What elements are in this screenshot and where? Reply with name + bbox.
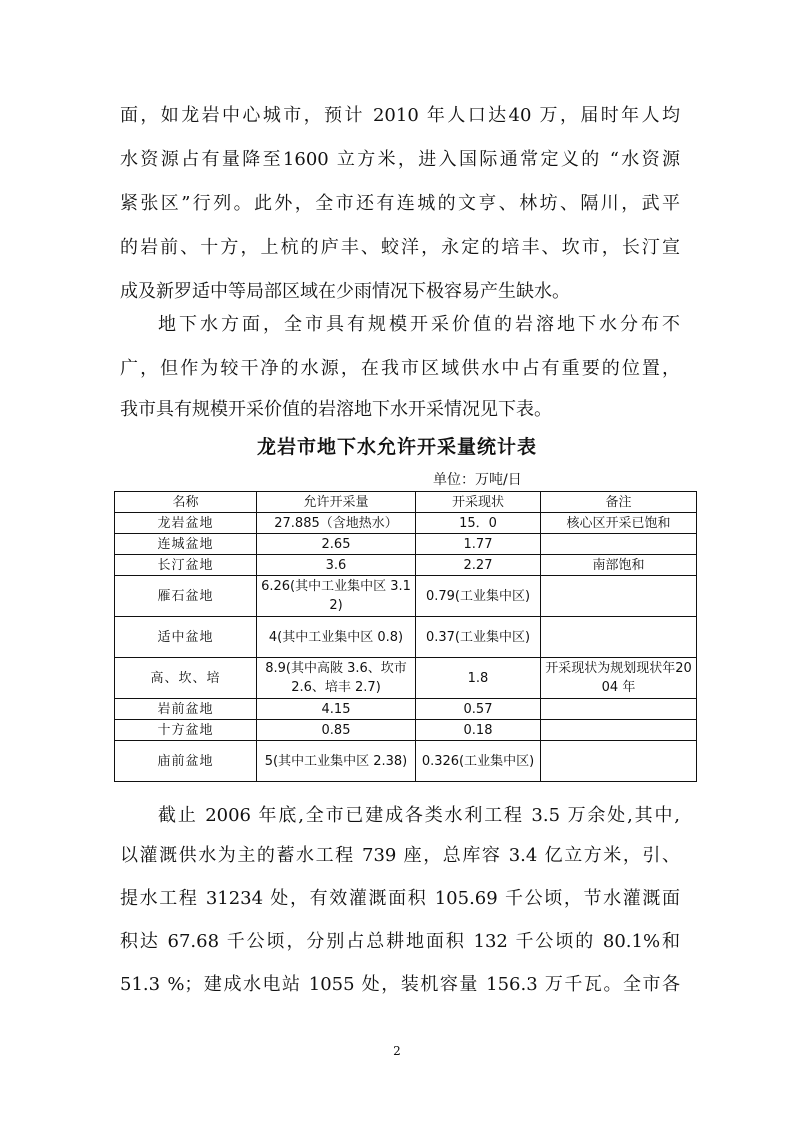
cell-note xyxy=(541,699,697,720)
table-unit: 单位：万吨/日 xyxy=(433,472,522,488)
page-number: 2 xyxy=(393,1044,401,1058)
table-row xyxy=(115,513,697,534)
table-row xyxy=(115,658,697,699)
cell-allowed: 2.65 xyxy=(257,534,416,555)
header-note: 备注 xyxy=(541,492,697,513)
cell-name: 岩前盆地 xyxy=(115,699,257,720)
cell-name: 十方盆地 xyxy=(115,720,257,741)
table-title: 龙岩市地下水允许开采量统计表 xyxy=(256,436,537,458)
cell-current: 1.77 xyxy=(416,534,541,555)
text-line: 水资源占有量降至1600 立方米，进入国际通常定义的 “水资源 xyxy=(120,149,680,170)
cell-current: 0.37(工业集中区) xyxy=(416,617,541,658)
text-line: 积达 67.68 千公顷，分别占总耕地面积 132 千公顷的 80.1%和 xyxy=(120,931,680,952)
table-row xyxy=(115,720,697,741)
cell-note: 南部饱和 xyxy=(541,555,697,576)
cell-current: 1.8 xyxy=(416,658,541,699)
text-line: 的岩前、十方，上杭的庐丰、蛟洋，永定的培丰、坎市，长汀宣 xyxy=(120,237,680,258)
cell-note xyxy=(541,741,697,782)
text-line: 以灌溉供水为主的蓄水工程 739 座，总库容 3.4 亿立方米，引、 xyxy=(120,845,680,866)
cell-allowed: 6.26(其中工业集中区 3.12) xyxy=(257,576,416,617)
text-line: 51.3 %；建成水电站 1055 处，装机容量 156.3 万千瓦。全市各 xyxy=(120,974,680,995)
table-row xyxy=(115,699,697,720)
text-line: 成及新罗适中等局部区域在少雨情况下极容易产生缺水。 xyxy=(120,281,570,302)
cell-note: 开采现状为规划现状年2004 年 xyxy=(541,658,697,699)
cell-note xyxy=(541,720,697,741)
cell-note xyxy=(541,576,697,617)
table-row xyxy=(115,741,697,782)
cell-name: 高、坎、培 xyxy=(115,658,257,699)
cell-current: 0.57 xyxy=(416,699,541,720)
cell-allowed: 27.885（含地热水） xyxy=(257,513,416,534)
text-line: 提水工程 31234 处，有效灌溉面积 105.69 千公顷，节水灌溉面 xyxy=(120,888,680,909)
text-line: 紧张区”行列。此外，全市还有连城的文亨、林坊、隔川，武平 xyxy=(120,193,680,214)
cell-current: 15．0 xyxy=(416,513,541,534)
groundwater-table xyxy=(114,491,697,782)
text-line: 广，但作为较干净的水源，在我市区域供水中占有重要的位置， xyxy=(120,358,680,379)
text-line: 截止 2006 年底,全市已建成各类水利工程 3.5 万余处,其中, xyxy=(158,805,680,826)
cell-allowed: 4.15 xyxy=(257,699,416,720)
cell-allowed: 4(其中工业集中区 0.8) xyxy=(257,617,416,658)
header-current: 开采现状 xyxy=(416,492,541,513)
cell-allowed: 0.85 xyxy=(257,720,416,741)
table-row xyxy=(115,576,697,617)
table-row xyxy=(115,534,697,555)
cell-name: 龙岩盆地 xyxy=(115,513,257,534)
text-line: 我市具有规模开采价值的岩溶地下水开采情况见下表。 xyxy=(120,399,552,420)
cell-current: 0.326(工业集中区) xyxy=(416,741,541,782)
cell-current: 2.27 xyxy=(416,555,541,576)
cell-note: 核心区开采已饱和 xyxy=(541,513,697,534)
cell-current: 0.18 xyxy=(416,720,541,741)
cell-allowed: 3.6 xyxy=(257,555,416,576)
cell-allowed: 5(其中工业集中区 2.38) xyxy=(257,741,416,782)
cell-name: 雁石盆地 xyxy=(115,576,257,617)
cell-current: 0.79(工业集中区) xyxy=(416,576,541,617)
header-name: 名称 xyxy=(115,492,257,513)
cell-name: 长汀盆地 xyxy=(115,555,257,576)
header-allowed: 允许开采量 xyxy=(257,492,416,513)
text-line: 地下水方面，全市具有规模开采价值的岩溶地下水分布不 xyxy=(158,314,680,335)
cell-name: 庙前盆地 xyxy=(115,741,257,782)
cell-name: 连城盆地 xyxy=(115,534,257,555)
table-row xyxy=(115,555,697,576)
cell-note xyxy=(541,534,697,555)
cell-note xyxy=(541,617,697,658)
table-row xyxy=(115,617,697,658)
table-header-row xyxy=(115,492,697,513)
cell-name: 适中盆地 xyxy=(115,617,257,658)
text-line: 面，如龙岩中心城市，预计 2010 年人口达40 万，届时年人均 xyxy=(120,105,680,126)
cell-allowed: 8.9(其中高陂 3.6、坎市 2.6、培丰 2.7) xyxy=(257,658,416,699)
